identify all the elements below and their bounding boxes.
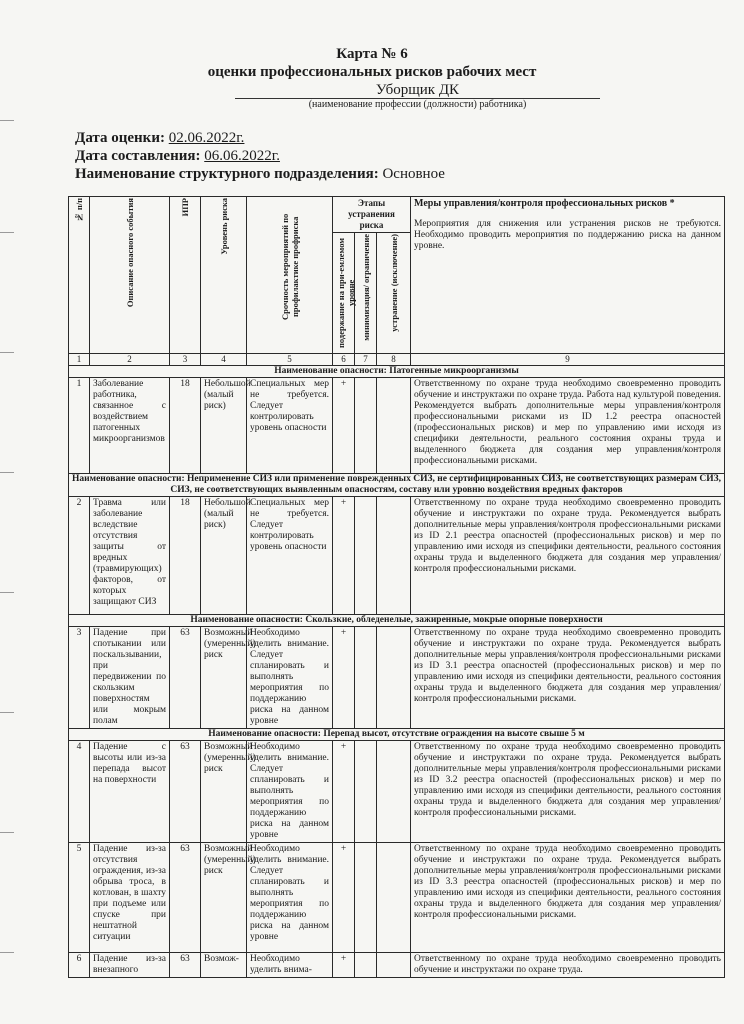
- row-urgency: Необходимо уделить внимание. Следует спланировать и выполнять мероприятия по поддержанию риска на данном уровне: [247, 627, 333, 729]
- row-urgency: Необходимо уделить внимание. Следует спланировать и выполнять мероприятия по поддержанию риска на данном уровне: [247, 843, 333, 953]
- row-ipr: 63: [170, 953, 201, 978]
- division-label: Наименование структурного подразделения:: [75, 166, 379, 182]
- row-ipr: 18: [170, 497, 201, 615]
- row-stage-2: [355, 627, 377, 729]
- card-subtitle: оценки профессиональных рисков рабочих мест: [207, 64, 537, 80]
- row-stage-2: [355, 378, 377, 474]
- row-measures: Ответственному по охране труда необходимо своевременно проводить обучение и инструктажи по охране труда. Рекомендуется выбрать дополнительные меры управления/контроля профессиональными рисками из ID 3.2 реестра опасностей (профессиональных рисков) и мер по управлению ими исходя из специфики деятельности, реального состояния охраны труда и выделенного бюджета для создания мер управления/контроля профессиональными рисками.: [411, 741, 725, 843]
- profession-name: Уборщик ДК: [235, 82, 600, 99]
- row-level: Небольшой (малый риск): [201, 497, 247, 615]
- row-measures: Ответственному по охране труда необходимо своевременно проводить обучение и инструктажи по охране труда. Рекомендуется выбрать дополнительные меры управления/контроля профессиональными рисками из ID 3.1 реестра опасностей (профессиональных рисков) и мер по управлению ими исходя из специфики деятельности, реального состояния охраны труда и выделенного бюджета для создания мер управления/контроля профессиональными рисками.: [411, 627, 725, 729]
- row-event: Заболевание работника, связанное с воздействием патогенных микроорганизмов: [90, 378, 170, 474]
- row-num: 6: [69, 953, 90, 978]
- risk-table: [68, 196, 725, 978]
- col-header-ipr: ИПР: [170, 197, 201, 354]
- compiled-date-line: [75, 148, 280, 165]
- margin-mark: [0, 352, 14, 353]
- hazard-row: [69, 474, 725, 497]
- table-row: [69, 627, 725, 729]
- row-num: 1: [69, 378, 90, 474]
- row-event: Падение с высоты или из-за перепада высот на поверхности: [90, 741, 170, 843]
- col-header-level: Уровень риска: [201, 197, 247, 354]
- row-event: Падение из-за отсутствия ограждения, из-за обрыва троса, в котлован, в шахту при подъеме или спуске при нештатной ситуации: [90, 843, 170, 953]
- hazard-title: Наименование опасности: Неприменение СИЗ или применение поврежденных СИЗ, не сертифицированных СИЗ, не соответствующих размерам СИЗ, СИЗ, не соответствующих выявленным опасностям, составу или уровню воздействия вредных факторов: [69, 474, 725, 497]
- header-row: [69, 197, 725, 233]
- hazard-row: [69, 615, 725, 627]
- col-header-stage-1: подержание на при-емлемом уровне: [333, 233, 355, 354]
- row-level: Возможный (умеренный) риск: [201, 741, 247, 843]
- col-header-stage-3: устранение (исключение): [377, 233, 411, 354]
- row-stage-1: +: [333, 843, 355, 953]
- row-stage-2: [355, 843, 377, 953]
- column-number: 8: [377, 354, 411, 366]
- hazard-row: [69, 729, 725, 741]
- row-stage-1: +: [333, 741, 355, 843]
- hazard-title: Наименование опасности: Патогенные микроорганизмы: [69, 366, 725, 378]
- margin-mark: [0, 712, 14, 713]
- row-ipr: 63: [170, 627, 201, 729]
- margin-mark: [0, 832, 14, 833]
- row-num: 2: [69, 497, 90, 615]
- assessment-date-label: Дата оценки:: [75, 130, 165, 146]
- row-stage-1: +: [333, 953, 355, 978]
- row-level: Возмож-: [201, 953, 247, 978]
- hazard-title: Наименование опасности: Скользкие, обледенелые, зажиренные, мокрые опорные поверхности: [69, 615, 725, 627]
- hazard-row: [69, 366, 725, 378]
- col-header-measures: [411, 197, 725, 354]
- margin-mark: [0, 592, 14, 593]
- row-urgency: Специальных мер не требуется. Следует контролировать уровень опасности: [247, 497, 333, 615]
- measures-note: Мероприятия для снижения или устранения рисков не требуются. Необходимо проводить мероприятия по поддержанию риска на данном уровне.: [414, 219, 722, 251]
- profession-caption: (наименование профессии (должности) работника): [308, 99, 527, 110]
- row-event: Травма или заболевание вследствие отсутствия защиты от вредных (травмирующих) факторов, от которых защищают СИЗ: [90, 497, 170, 615]
- row-event: Падение из-за внезапного: [90, 953, 170, 978]
- row-measures: Ответственному по охране труда необходимо своевременно проводить обучение и инструктажи по охране труда. Работа над культурой поведения. Рекомендуется выбрать дополнительные меры управления/контроля профессиональными рисками из ID 1.2 реестра опасностей (профессиональных рисков) и мер по управлению ими исходя из специфики деятельности, реального состояния охраны труда и выделенного бюджета для создания мер управления/контроля профессиональными рисками.: [411, 378, 725, 474]
- table-row: [69, 843, 725, 953]
- column-number: 1: [69, 354, 90, 366]
- col-header-num: № п/п: [69, 197, 90, 354]
- row-stage-3: [377, 953, 411, 978]
- row-urgency: Необходимо уделить внимание. Следует спланировать и выполнять мероприятия по поддержанию риска на данном уровне: [247, 741, 333, 843]
- row-stage-2: [355, 497, 377, 615]
- column-number: 2: [90, 354, 170, 366]
- row-urgency: Необходимо уделить внима-: [247, 953, 333, 978]
- row-urgency: Специальных мер не требуется. Следует контролировать уровень опасности: [247, 378, 333, 474]
- column-number: 4: [201, 354, 247, 366]
- row-measures: Ответственному по охране труда необходимо своевременно проводить обучение и инструктажи по охране труда. Рекомендуется выбрать дополнительные меры управления/контроля профессиональными рисками из ID 2.1 реестра опасностей (профессиональных рисков) и мер по управлению ими исходя из специфики деятельности, реального состояния охраны труда и выделенного бюджета для создания мер управления/контроля профессиональными рисками.: [411, 497, 725, 615]
- row-event: Падение при спотыкании или поскальзывании, при передвижении по скользким поверхностям или мокрым полам: [90, 627, 170, 729]
- column-number: 7: [355, 354, 377, 366]
- margin-mark: [0, 472, 14, 473]
- margin-mark: [0, 952, 14, 953]
- row-level: Возможный (умеренный) риск: [201, 627, 247, 729]
- row-stage-1: +: [333, 378, 355, 474]
- row-ipr: 63: [170, 843, 201, 953]
- table-row: [69, 497, 725, 615]
- column-number: 5: [247, 354, 333, 366]
- hazard-title: Наименование опасности: Перепад высот, отсутствие ограждения на высоте свыше 5 м: [69, 729, 725, 741]
- row-measures: Ответственному по охране труда необходимо своевременно проводить обучение и инструктажи по охране труда. Рекомендуется выбрать дополнительные меры управления/контроля профессиональными рисками из ID 3.3 реестра опасностей (профессиональных рисков) и мер по управлению ими исходя из специфики деятельности, реального состояния охраны труда и выделенного бюджета для создания мер управления/контроля профессиональными рисками.: [411, 843, 725, 953]
- row-stage-3: [377, 843, 411, 953]
- row-num: 3: [69, 627, 90, 729]
- row-level: Возможный (умеренный) риск: [201, 843, 247, 953]
- assessment-date-line: [75, 130, 244, 147]
- row-stage-1: +: [333, 497, 355, 615]
- measures-title: Меры управления/контроля профессиональных рисков *: [414, 198, 675, 209]
- row-num: 5: [69, 843, 90, 953]
- col-header-stages: Этапы устранения риска: [333, 197, 411, 233]
- row-level: Небольшой (малый риск): [201, 378, 247, 474]
- row-ipr: 18: [170, 378, 201, 474]
- col-header-stage-2: минимизация/ ограничение: [355, 233, 377, 354]
- division-line: [75, 166, 445, 183]
- row-stage-3: [377, 627, 411, 729]
- column-number: 9: [411, 354, 725, 366]
- table-row: [69, 953, 725, 978]
- column-number: 6: [333, 354, 355, 366]
- row-stage-3: [377, 741, 411, 843]
- col-header-urgency: Срочность мероприятий по профилактике профриска: [247, 197, 333, 354]
- assessment-date-value: 02.06.2022г.: [168, 130, 245, 146]
- compiled-date-label: Дата составления:: [75, 148, 201, 164]
- row-ipr: 63: [170, 741, 201, 843]
- row-stage-3: [377, 497, 411, 615]
- row-stage-1: +: [333, 627, 355, 729]
- row-stage-3: [377, 378, 411, 474]
- division-value: Основное: [382, 166, 445, 182]
- row-stage-2: [355, 741, 377, 843]
- margin-mark: [0, 120, 14, 121]
- table-row: [69, 378, 725, 474]
- row-measures: Ответственному по охране труда необходимо своевременно проводить обучение и инструктажи по охране труда.: [411, 953, 725, 978]
- margin-mark: [0, 232, 14, 233]
- compiled-date-value: 06.06.2022г.: [204, 148, 280, 164]
- row-num: 4: [69, 741, 90, 843]
- column-number: 3: [170, 354, 201, 366]
- row-stage-2: [355, 953, 377, 978]
- col-header-event: Описание опасного события: [90, 197, 170, 354]
- table-row: [69, 741, 725, 843]
- card-title: Карта № 6: [336, 46, 408, 62]
- column-number-row: [69, 354, 725, 366]
